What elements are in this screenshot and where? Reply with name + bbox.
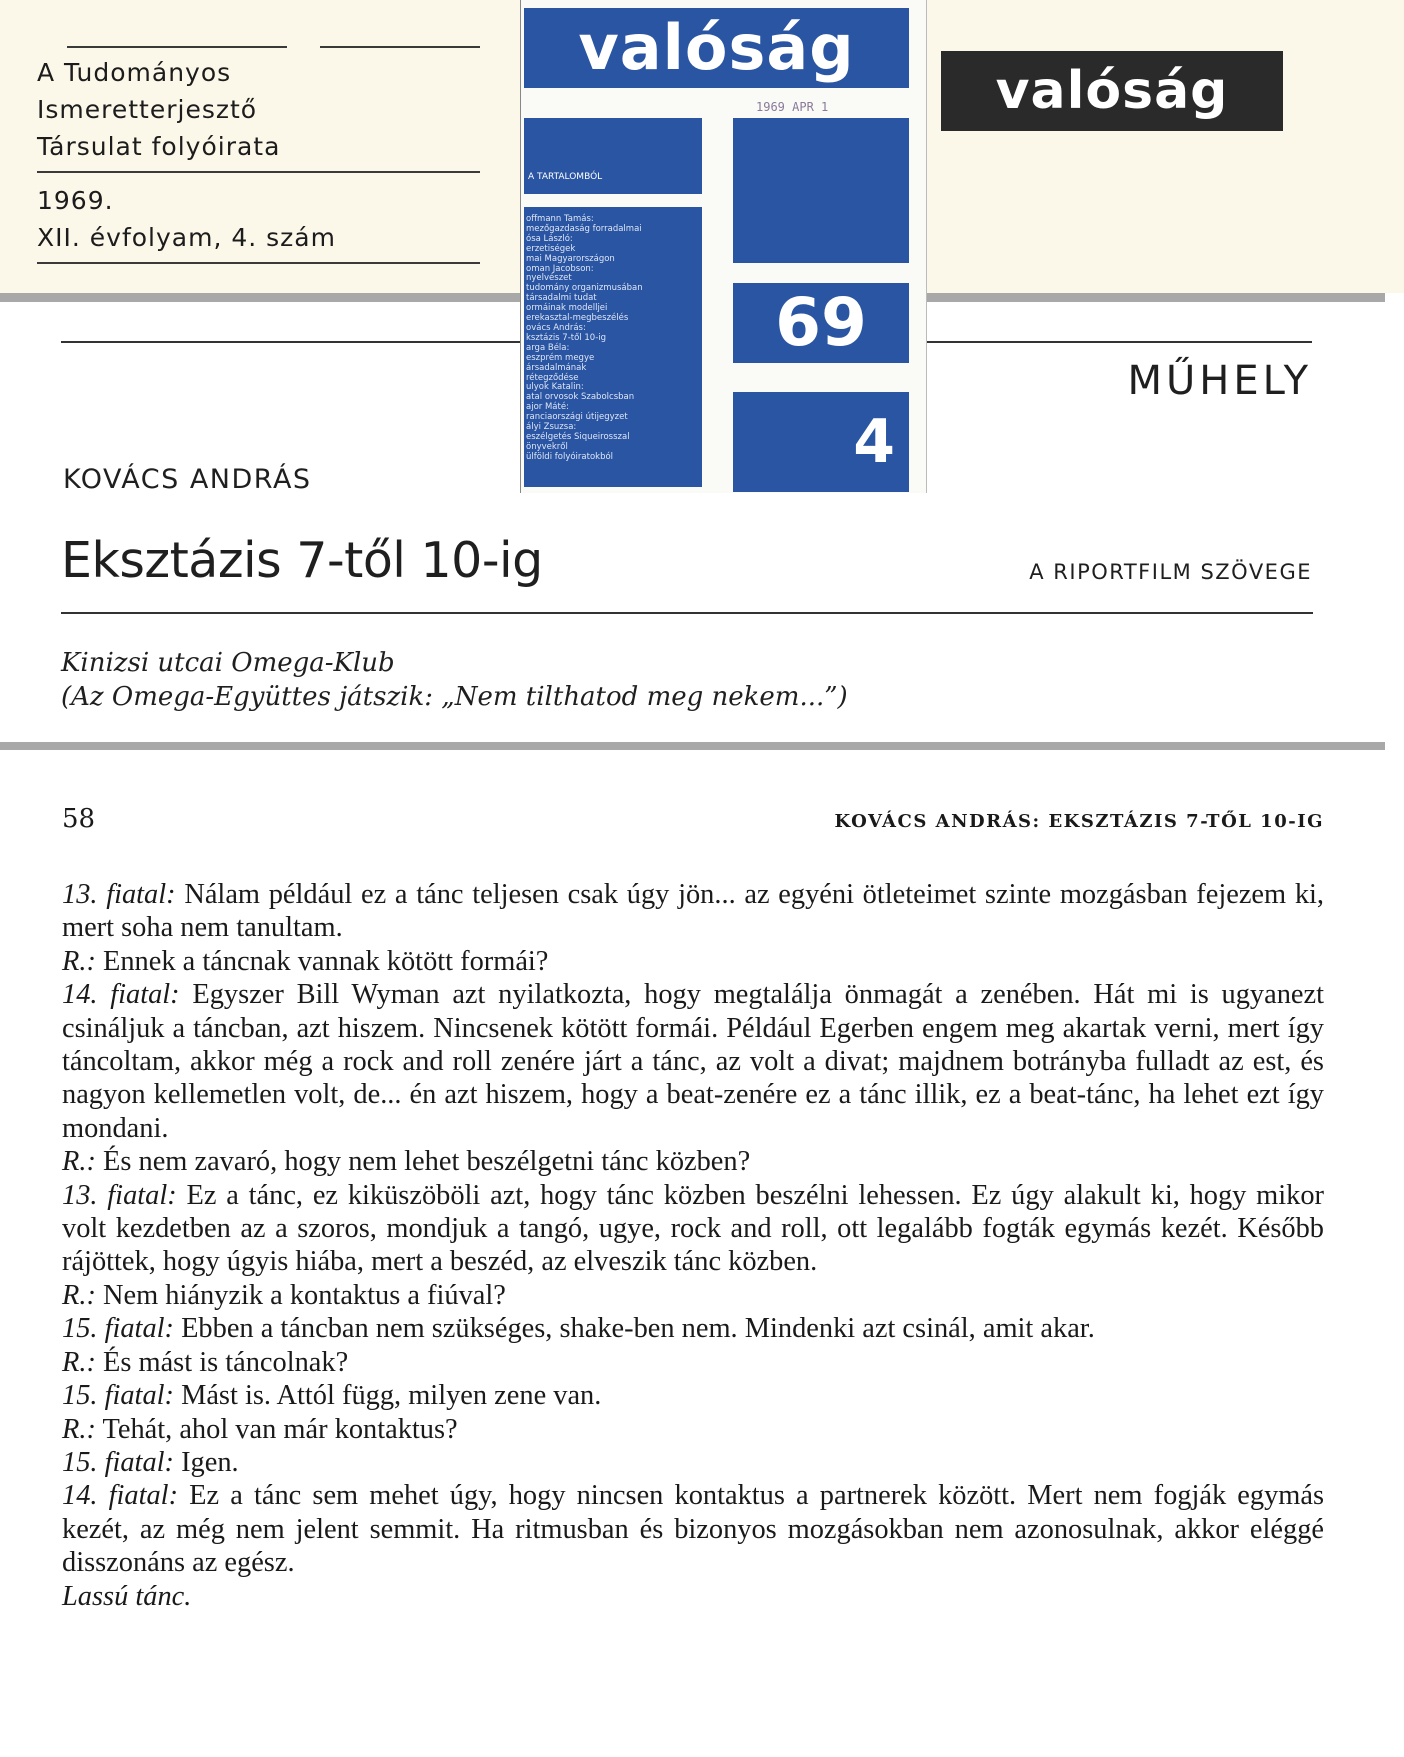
dialogue-text: Egyszer Bill Wyman azt nyilatkozta, hogy megtalálja önmagát a zenében. Hát mi is ugyanezt csináljuk a táncban, azt hiszem. Nincsenek kötött formái. Például Egerben engem meg akartak verni, mert így táncoltam, akkor még a rock and roll zenére járt a tánc, az volt a divat; majdnem botrányba fulladt az est, és nagyon kellemetlen volt, de... én azt hiszem, hogy a beat-zenére ez a tánc illik, ez a beat-tánc, ha lehet ezt így mondani. <box>62 979 1325 1144</box>
valosag-logo: valóság <box>941 51 1283 131</box>
dialogue-text: Mást is. Attól függ, milyen zene van. <box>173 1380 602 1412</box>
speaker-label: R.: <box>62 1346 96 1378</box>
masthead-year: 1969. <box>37 186 114 215</box>
cover-toc-line: ajor Máté: <box>526 402 569 413</box>
cover-toc-line: ülföldi folyóiratokból <box>526 451 614 462</box>
cover-toc-line: ovács András: <box>526 322 586 333</box>
speaker-label: 15. fiatal: <box>62 1380 174 1412</box>
dialogue-paragraph <box>62 978 1324 1145</box>
cover-toc-line: nyelvészet <box>526 273 572 284</box>
dialogue-paragraph <box>62 1346 1324 1379</box>
dialogue-paragraph <box>62 1479 1324 1579</box>
speaker-label: R.: <box>62 1279 96 1311</box>
dialogue-paragraph <box>62 1179 1324 1279</box>
cover-toc-line: mezőgazdaság forradalmai <box>526 223 642 234</box>
speaker-label: R.: <box>62 1413 96 1445</box>
dialogue-paragraph <box>62 1279 1324 1312</box>
cover-block-right-top <box>733 118 909 263</box>
header-rule-right <box>925 341 1312 343</box>
cover-toc-line: eszélgetés Siqueirosszal <box>526 431 630 442</box>
speaker-label: 14. fiatal: <box>62 979 180 1011</box>
dialogue-paragraph <box>62 1379 1324 1412</box>
scene-line-1: Kinizsi utcai Omega-Klub <box>61 648 395 678</box>
cover-toc-line: ulyok Katalin: <box>526 382 584 393</box>
scene-line-2: (Az Omega-Együttes játszik: „Nem tilthatod meg nekem...”) <box>61 682 848 712</box>
speaker-label: R.: <box>62 945 96 977</box>
section-label: MŰHELY <box>1127 358 1312 404</box>
cover-toc-label: A TARTALOMBÓL <box>528 172 603 182</box>
cover-toc-line: erekasztal-megbeszélés <box>526 313 629 324</box>
separator-band-bottom <box>0 742 1385 750</box>
masthead-org-line-1: A Tudományos <box>37 58 232 87</box>
dialogue-text: Igen. <box>173 1446 239 1478</box>
speaker-label: 15. fiatal: <box>62 1313 174 1345</box>
dialogue-paragraph <box>62 1446 1324 1479</box>
cover-block-left-top <box>524 118 702 194</box>
cover-toc-line: rétegződése <box>526 372 579 383</box>
magazine-cover <box>520 0 927 493</box>
dialogue-paragraph <box>62 1312 1324 1345</box>
article-author: KOVÁCS ANDRÁS <box>63 464 312 495</box>
dialogue-paragraph <box>62 945 1324 978</box>
cover-toc-line: oman Jacobson: <box>526 263 594 274</box>
cover-toc-line: ranciaországi útijegyzet <box>526 412 628 423</box>
masthead-rule-middle <box>37 171 480 173</box>
cover-toc-line: eszprém megye <box>526 352 595 363</box>
cover-toc-line: önyvekről <box>526 441 568 452</box>
masthead-org-line-2: Ismeretterjesztő <box>37 95 258 124</box>
cover-toc-line: társadalmi tudat <box>526 293 597 304</box>
cover-date-stamp: 1969 APR 1 <box>756 100 829 114</box>
cover-toc-line: ósa László: <box>526 233 573 244</box>
page-number: 58 <box>62 804 96 834</box>
masthead-rule-top-left <box>67 46 287 48</box>
title-rule <box>61 612 1313 614</box>
masthead-rule-top-right <box>320 46 480 48</box>
header-rule-left <box>61 341 521 343</box>
dialogue-text: Nálam például ez a tánc teljesen csak úgy jön... az egyéni ötleteimet szinte mozgásban fejezem ki, mert soha nem tanultam. <box>62 879 1325 944</box>
dialogue-text: Nem hiányzik a kontaktus a fiúval? <box>95 1279 506 1311</box>
dialogue-text: Ez a tánc, ez kiküszöböli azt, hogy tánc közben beszélni lehessen. Ez úgy alakult ki, hogy mikor volt kezdetben az a szoros, mondjuk a tangó, ugye, rock and roll, ott legalább fogták egymás kezét. Később rájöttek, hogy úgyis hiába, mert a beszéd, az elveszik tánc közben. <box>62 1179 1324 1278</box>
speaker-label: 14. fiatal: <box>62 1480 179 1512</box>
masthead-org-line-3: Társulat folyóirata <box>37 132 281 161</box>
cover-toc-line: tudomány organizmusában <box>526 283 643 294</box>
speaker-label: 13. fiatal: <box>62 879 176 910</box>
dialogue-paragraph <box>62 1145 1324 1178</box>
dialogue-body <box>62 878 1324 1613</box>
dialogue-paragraph <box>62 1413 1324 1446</box>
cover-toc-line: arga Béla: <box>526 342 570 353</box>
dialogue-text: Tehát, ahol van már kontaktus? <box>95 1413 458 1445</box>
dialogue-paragraph <box>62 1580 1324 1613</box>
running-head: KOVÁCS ANDRÁS: EKSZTÁZIS 7-TŐL 10-IG <box>834 811 1324 832</box>
dialogue-text: Ebben a táncban nem szükséges, shake-ben nem. Mindenki azt csinál, amit akar. <box>173 1313 1095 1345</box>
cover-toc-line: ársadalmának <box>526 362 587 373</box>
dialogue-text: És mást is táncolnak? <box>95 1346 349 1378</box>
masthead-volume: XII. évfolyam, 4. szám <box>37 223 336 252</box>
cover-issue-number: 4 <box>733 392 909 492</box>
cover-toc-line: ksztázis 7-től 10-ig <box>526 332 607 343</box>
cover-year: 69 <box>733 283 909 363</box>
cover-toc-line: ormáinak modelljei <box>526 303 608 314</box>
dialogue-text: Ennek a táncnak vannak kötött formái? <box>95 945 549 977</box>
cover-title: valóság <box>524 8 909 88</box>
masthead-rule-bottom <box>37 262 480 264</box>
cover-toc-line: erzetiségek <box>526 243 576 254</box>
speaker-label: 13. fiatal: <box>62 1179 177 1211</box>
speaker-label: Lassú tánc. <box>62 1580 192 1612</box>
article-subtitle: A RIPORTFILM SZÖVEGE <box>1029 560 1312 584</box>
cover-toc-line: offmann Tamás: <box>526 214 594 224</box>
speaker-label: R.: <box>62 1146 96 1178</box>
cover-toc-line: ályi Zsuzsa: <box>526 422 577 433</box>
dialogue-text: Ez a tánc sem mehet úgy, hogy nincsen kontaktus a partnerek között. Mert nem fogják egymás kezét, az még nem jelent semmit. Ha ritmusban és bizonyos mozgásokban nem azonosulnak, akkor eléggé disszonáns az egész. <box>62 1480 1324 1579</box>
cover-toc <box>524 207 702 487</box>
cover-toc-line: atal orvosok Szabolcsban <box>526 392 635 403</box>
dialogue-text: És nem zavaró, hogy nem lehet beszélgetni tánc közben? <box>95 1146 751 1178</box>
cover-toc-line: mai Magyarországon <box>526 253 615 264</box>
dialogue-paragraph <box>62 878 1324 945</box>
speaker-label: 15. fiatal: <box>62 1446 174 1478</box>
article-title: Eksztázis 7-től 10-ig <box>61 532 543 589</box>
